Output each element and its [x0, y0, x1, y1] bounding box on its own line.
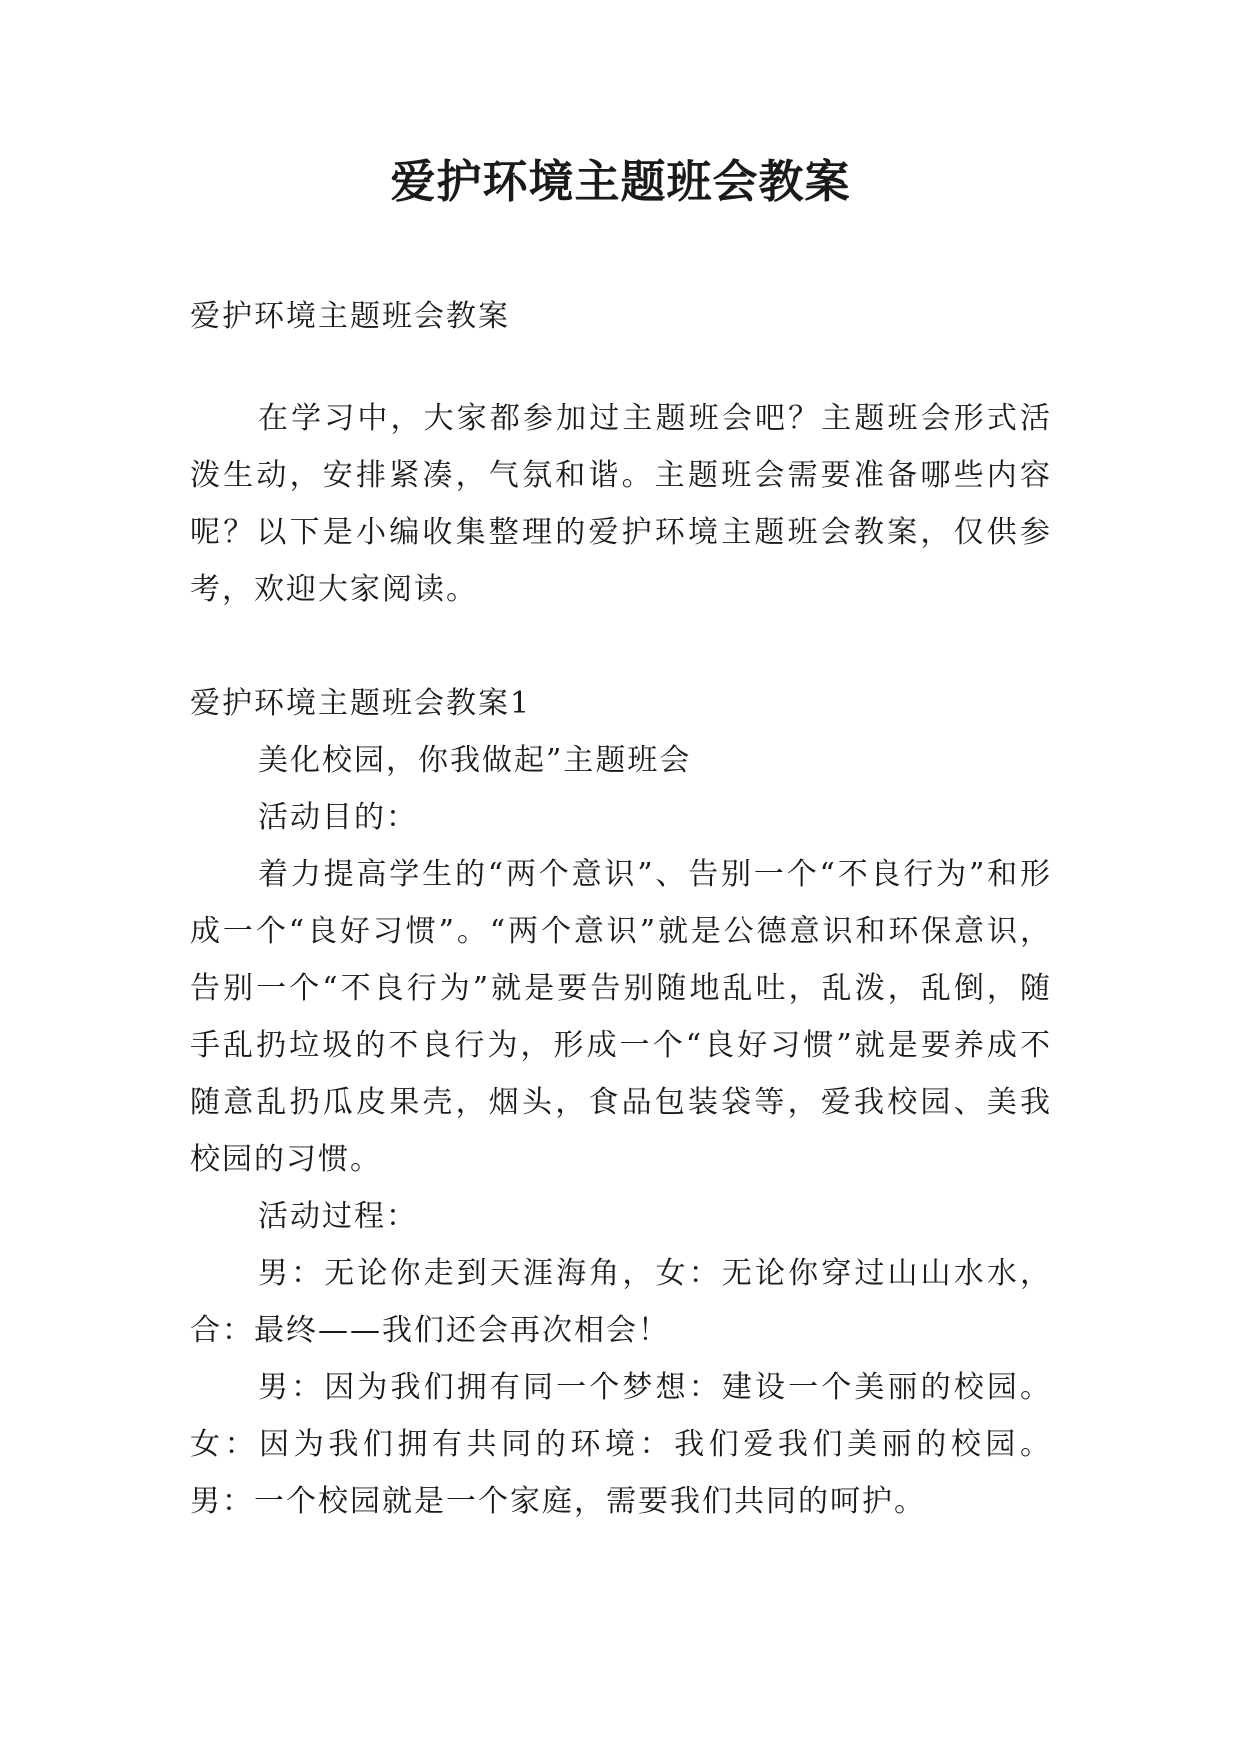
document-body	[190, 288, 1052, 1530]
purpose-paragraph: 着力提高学生的“两个意识”、告别一个“不良行为”和形成一个“良好习惯”。“两个意识”就是公德意识和环保意识，告别一个“不良行为”就是要告别随地乱吐，乱泼，乱倒，随手乱扔垃圾的不良行为，形成一个“良好习惯”就是要养成不随意乱扔瓜皮果壳，烟头，食品包装袋等，爱我校园、美我校园的习惯。	[190, 857, 1052, 1177]
section-heading: 爱护环境主题班会教案1	[190, 686, 532, 721]
document-subtitle: 爱护环境主题班会教案	[190, 299, 510, 334]
dialogue-paragraph: 男：无论你走到天涯海角，女：无论你穿过山山水水，合：最终——我们还会再次相会！	[190, 1256, 1052, 1348]
process-label: 活动过程：	[258, 1199, 418, 1234]
document-title: 爱护环境主题班会教案	[390, 155, 851, 208]
dialogue-paragraph: 男：因为我们拥有同一个梦想：建设一个美丽的校园。女：因为我们拥有共同的环境：我们爱我们美丽的校园。男：一个校园就是一个家庭，需要我们共同的呵护。	[190, 1370, 1052, 1519]
intro-paragraph: 在学习中，大家都参加过主题班会吧？主题班会形式活泼生动，安排紧凑，气氛和谐。主题班会需要准备哪些内容呢？以下是小编收集整理的爱护环境主题班会教案，仅供参考，欢迎大家阅读。	[190, 401, 1052, 607]
section-theme: 美化校园，你我做起”主题班会	[258, 743, 692, 778]
purpose-label: 活动目的：	[258, 800, 418, 835]
